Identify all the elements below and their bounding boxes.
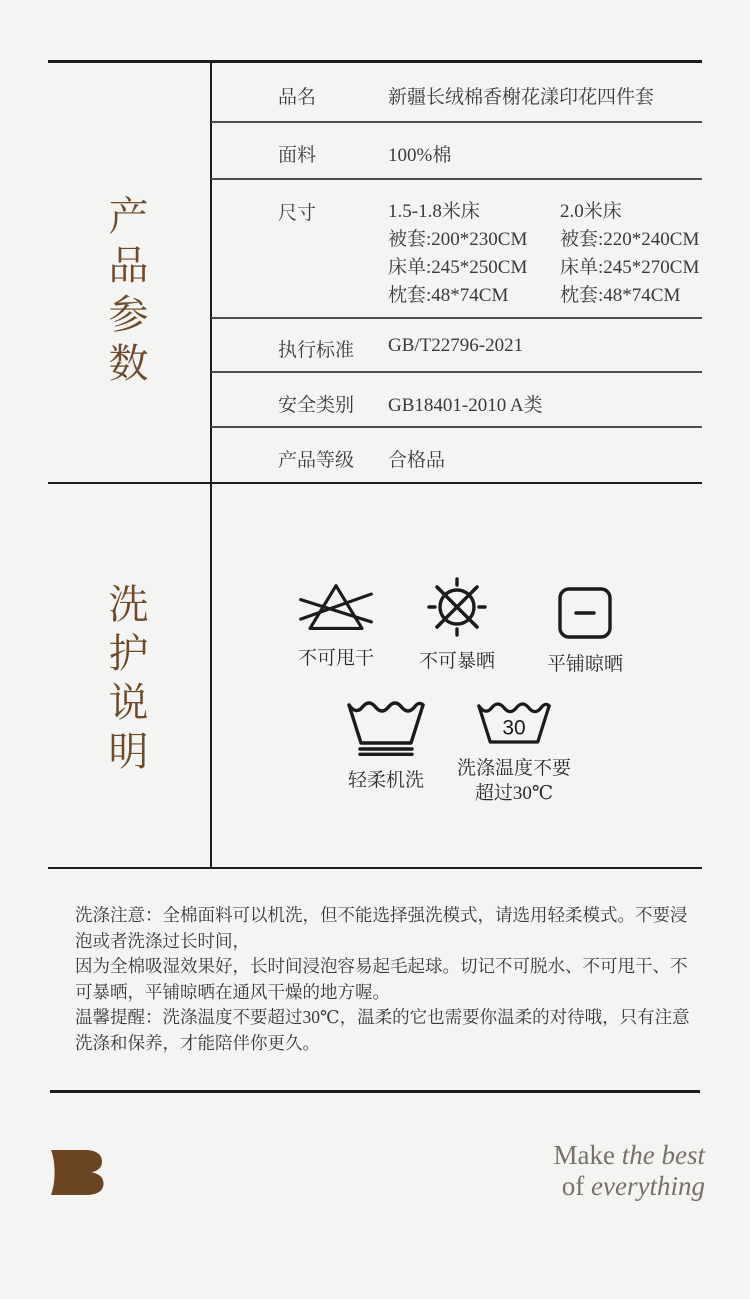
care-bottom-line — [48, 867, 702, 869]
section-heading-product-params: 产品参数 — [103, 195, 148, 391]
row-value: GB18401-2010 A类 — [388, 395, 543, 416]
care-item — [284, 582, 388, 670]
care-label: 不可甩干 — [297, 648, 374, 669]
washing-note: 因为全棉吸湿效果好，长时间浸泡容易起毛起球。切记不可脱水、不可甩干、不可暴晒，平铺晾晒在通风干燥的地方喔。 — [75, 956, 688, 1002]
row-separator — [211, 178, 702, 180]
no-sun-exposure-icon — [424, 577, 490, 637]
gentle-machine-wash-icon — [346, 699, 426, 756]
row-label: 产品等级 — [278, 450, 355, 471]
size-column-1 — [388, 198, 527, 310]
brand-logo — [48, 1149, 105, 1201]
care-label-line2: 超过30℃ — [474, 783, 554, 804]
table-vertical-divider — [210, 60, 212, 869]
row-label: 尺寸 — [278, 203, 317, 224]
size-column-2 — [560, 198, 699, 310]
size-line: 1.5-1.8米床 — [388, 201, 480, 222]
size-line: 枕套:48*74CM — [560, 285, 681, 306]
row-value: 合格品 — [388, 450, 446, 471]
table-row — [278, 445, 446, 472]
care-label — [437, 756, 591, 806]
washing-notes — [75, 903, 699, 1056]
table-row — [278, 335, 524, 362]
table-row-size — [278, 198, 700, 306]
section-heading-care: 洗护说明 — [103, 583, 148, 779]
row-value: 100%棉 — [388, 145, 452, 166]
care-label: 不可暴晒 — [418, 651, 495, 672]
no-spin-dry-icon — [298, 582, 374, 634]
row-separator — [211, 371, 702, 373]
brand-b-icon — [48, 1149, 105, 1196]
washing-note: 洗涤注意：全棉面料可以机洗，但不能选择强洗模式，请选用轻柔模式。不要浸泡或者洗涤过长时间， — [75, 905, 688, 951]
row-value: GB/T22796-2021 — [388, 335, 524, 356]
size-line: 被套:220*240CM — [560, 229, 700, 250]
row-label: 安全类别 — [278, 395, 355, 416]
table-row — [278, 390, 543, 417]
care-label-line1: 洗涤温度不要 — [456, 758, 571, 779]
care-label: 平铺晾晒 — [546, 654, 623, 675]
row-label: 品名 — [278, 87, 317, 108]
row-label: 面料 — [278, 145, 317, 166]
washing-note: 温馨提醒：洗涤温度不要超过30℃，温柔的它也需要你温柔的对待哦，只有注意洗涤和保养，才能陪伴你更久。 — [75, 1007, 690, 1053]
row-separator — [211, 121, 702, 123]
wash-temp-30-icon — [476, 699, 552, 747]
size-line: 2.0米床 — [560, 201, 622, 222]
care-item — [334, 699, 438, 792]
pre-footer-line — [50, 1090, 700, 1093]
row-label: 执行标准 — [278, 340, 355, 361]
size-line: 床单:245*270CM — [560, 257, 700, 278]
size-line: 床单:245*250CM — [388, 257, 528, 278]
table-top-line — [48, 60, 702, 63]
care-item — [437, 699, 591, 806]
table-row — [278, 82, 655, 109]
row-value: 新疆长绒棉香榭花漾印花四件套 — [388, 87, 655, 108]
table-row — [278, 140, 452, 167]
row-separator — [211, 426, 702, 428]
care-item — [405, 577, 509, 673]
slogan-line: of everything — [561, 1171, 705, 1201]
dry-flat-icon — [557, 586, 613, 640]
brand-slogan — [554, 1140, 705, 1202]
size-line: 枕套:48*74CM — [388, 285, 509, 306]
care-label: 轻柔机洗 — [347, 770, 424, 791]
section-divider-line — [48, 482, 702, 484]
temp-value: 30 — [502, 716, 526, 740]
slogan-line: Make the best — [553, 1140, 705, 1170]
care-item — [533, 586, 637, 676]
size-line: 被套:200*230CM — [388, 229, 528, 250]
row-separator — [211, 317, 702, 319]
